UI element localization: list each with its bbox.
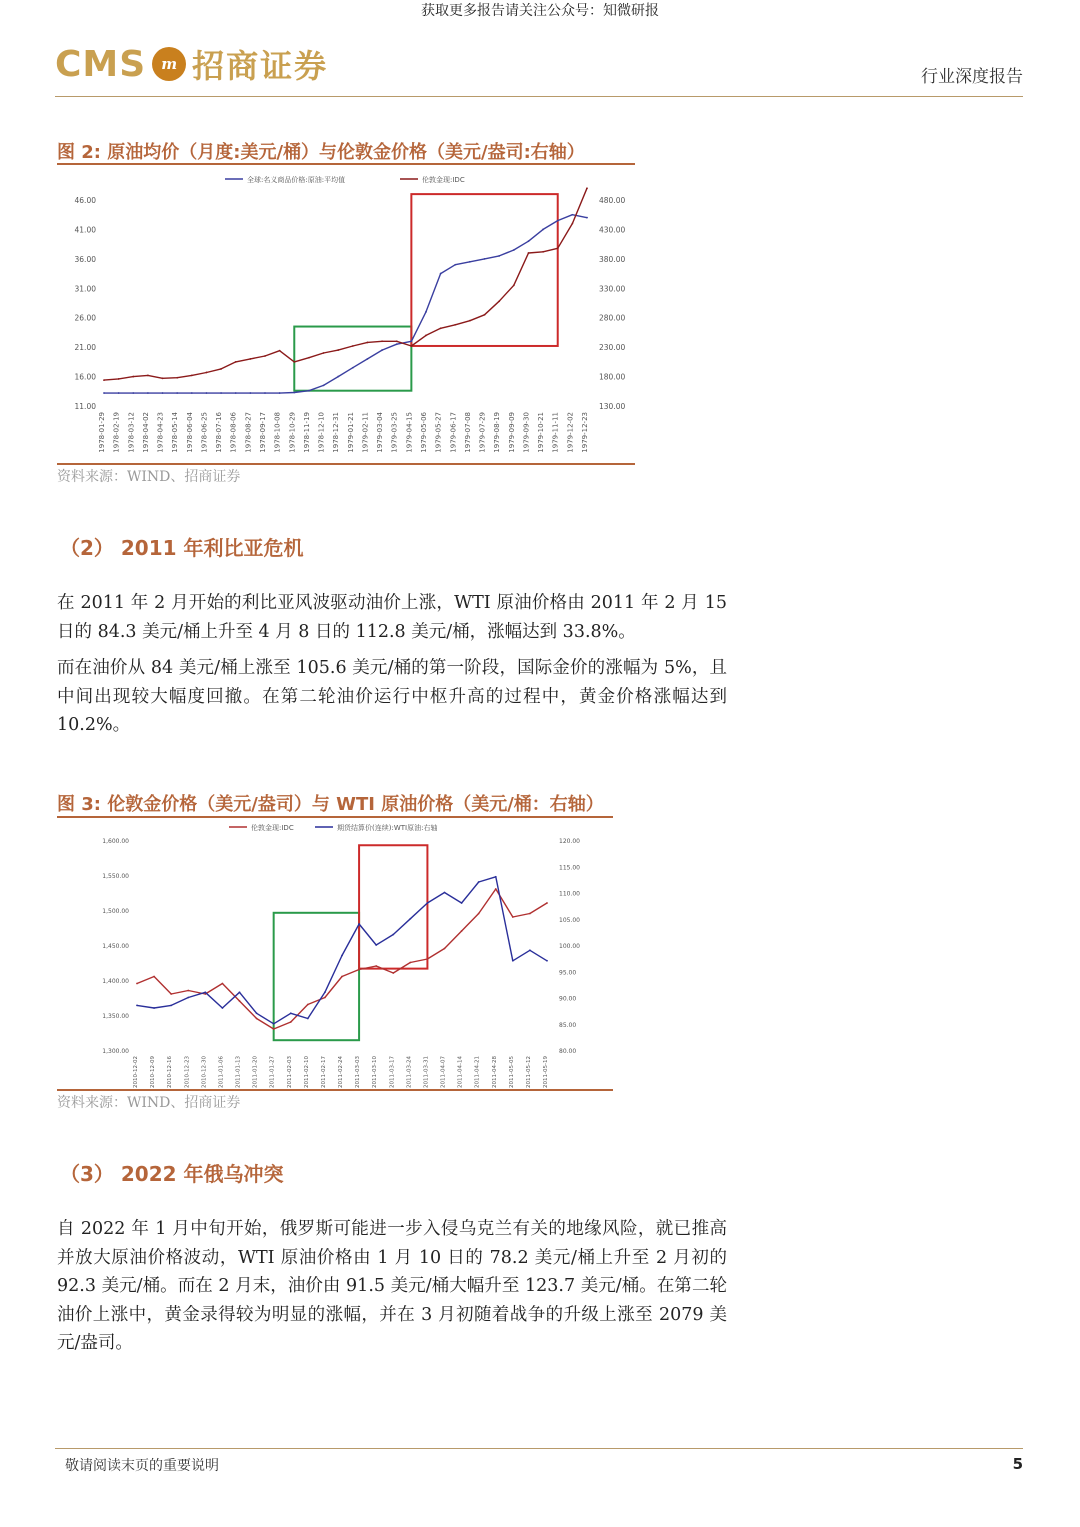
cms-logo: [55, 40, 328, 88]
x-tick-label: 2011-03-03: [355, 1056, 362, 1088]
data-point: [220, 392, 222, 394]
y-right-tick-label: 100.00: [559, 943, 580, 950]
data-point: [147, 374, 149, 376]
x-tick-label: 1979-10-21: [537, 412, 546, 453]
y-right-tick-label: 430.00: [599, 225, 626, 235]
data-point: [586, 217, 588, 219]
y-left-tick-label: 1,350.00: [102, 1013, 129, 1020]
y-left-tick-label: 1,300.00: [102, 1048, 129, 1055]
data-point: [204, 991, 206, 993]
data-point: [132, 392, 134, 394]
section-heading-libya: （2） 2011 年利比亚危机: [60, 536, 304, 560]
figure-3-title: 图 3: 伦敦金价格（美元/盎司）与 WTI 原油价格（美元/桶：右轴）: [57, 794, 604, 815]
data-point: [249, 358, 251, 360]
data-point: [542, 251, 544, 253]
data-point: [440, 327, 442, 329]
data-point: [103, 392, 105, 394]
data-point: [290, 1021, 292, 1023]
data-point: [546, 960, 548, 962]
x-tick-label: 1978-03-12: [127, 412, 136, 453]
top-banner: 获取更多报告请关注公众号：知微研报: [421, 3, 659, 19]
y-right-tick-label: 230.00: [599, 343, 626, 353]
data-point: [444, 892, 446, 894]
x-tick-label: 1979-01-21: [346, 412, 355, 453]
data-point: [222, 983, 224, 985]
x-tick-label: 2010-12-16: [167, 1056, 174, 1088]
x-tick-label: 2011-02-17: [320, 1056, 327, 1088]
x-tick-label: 2011-01-27: [269, 1056, 276, 1088]
x-tick-label: 1979-09-09: [507, 412, 516, 453]
x-tick-label: 1978-05-14: [171, 412, 180, 453]
data-point: [542, 229, 544, 231]
data-point: [484, 314, 486, 316]
x-tick-label: 1979-07-08: [463, 412, 472, 453]
x-tick-label: 1979-07-29: [478, 412, 487, 453]
x-tick-label: 1979-12-23: [581, 412, 589, 453]
data-point: [557, 247, 559, 249]
data-point: [103, 379, 105, 381]
x-tick-label: 1978-02-19: [112, 412, 121, 453]
section-body-russia-ukraine: [57, 1215, 727, 1366]
paragraph: 而在油价从 84 美元/桶上涨至 105.6 美元/桶的第一阶段，国际金价的涨幅为 5%，且中间出现较大幅度回撤。在第二轮油价运行中枢升高的过程中，黄金价格涨幅达到 10.2%。: [57, 658, 727, 735]
y-left-tick-label: 21.00: [74, 343, 96, 353]
data-point: [206, 372, 208, 374]
x-tick-label: 2011-01-13: [235, 1056, 242, 1088]
data-point: [235, 392, 237, 394]
x-tick-label: 1978-08-06: [229, 412, 238, 453]
y-right-tick-label: 380.00: [599, 254, 626, 264]
logo-text-cn: 招商证券: [192, 47, 329, 85]
data-point: [381, 349, 383, 351]
section-body-libya: [57, 589, 727, 748]
x-tick-label: 1978-01-29: [98, 412, 106, 453]
data-point: [118, 392, 120, 394]
data-point: [153, 1007, 155, 1009]
x-tick-label: 2011-04-21: [474, 1056, 481, 1088]
x-tick-label: 1979-05-06: [420, 412, 428, 453]
y-left-tick-label: 26.00: [74, 313, 96, 323]
data-point: [529, 913, 531, 915]
highlight-box-0: [294, 327, 411, 391]
y-left-tick-label: 36.00: [74, 254, 96, 264]
data-point: [191, 374, 193, 376]
data-point: [222, 1007, 224, 1009]
x-tick-label: 2011-03-31: [423, 1056, 430, 1088]
data-point: [513, 249, 515, 251]
x-tick-label: 2010-12-02: [133, 1056, 139, 1088]
figure-2-source: 资料来源：WIND、招商证券: [57, 469, 241, 485]
x-tick-label: 1978-09-17: [259, 412, 267, 453]
y-left-tick-label: 1,500.00: [102, 908, 129, 915]
data-point: [162, 377, 164, 379]
data-point: [162, 392, 164, 394]
y-right-tick-label: 480.00: [599, 196, 626, 205]
header-divider: [55, 96, 1023, 97]
data-point: [132, 376, 134, 378]
y-left-tick-label: 16.00: [74, 372, 96, 382]
data-point: [409, 918, 411, 920]
data-point: [273, 1023, 275, 1025]
legend-label-1: 期货结算价(连续):WTI原油:右轴: [337, 824, 438, 832]
x-tick-label: 1978-10-08: [273, 412, 282, 453]
y-left-tick-label: 1,400.00: [102, 978, 129, 985]
x-tick-label: 2011-02-10: [303, 1056, 310, 1088]
x-tick-label: 2011-01-06: [218, 1056, 225, 1088]
data-point: [118, 378, 120, 380]
y-left-tick-label: 31.00: [74, 284, 96, 294]
data-point: [461, 902, 463, 904]
series-line-1: [137, 877, 547, 1024]
y-left-tick-label: 1,550.00: [102, 873, 129, 880]
y-left-tick-label: 1,450.00: [102, 943, 129, 950]
data-point: [529, 949, 531, 951]
x-tick-label: 1978-06-25: [200, 412, 209, 453]
data-point: [308, 357, 310, 359]
data-point: [337, 349, 339, 351]
data-point: [571, 214, 573, 216]
data-point: [176, 377, 178, 379]
logo-text-en: CMS: [55, 43, 147, 85]
y-left-tick-label: 46.00: [74, 196, 96, 205]
data-point: [341, 955, 343, 957]
data-point: [586, 187, 588, 189]
data-point: [409, 962, 411, 964]
x-tick-label: 1979-03-25: [390, 412, 399, 453]
data-point: [323, 352, 325, 354]
y-right-tick-label: 120.00: [559, 838, 580, 845]
data-point: [478, 913, 480, 915]
data-point: [235, 361, 237, 363]
x-tick-label: 2011-02-03: [286, 1056, 293, 1088]
data-point: [170, 993, 172, 995]
x-tick-label: 2011-03-17: [389, 1056, 396, 1088]
data-point: [187, 990, 189, 992]
data-point: [375, 944, 377, 946]
data-point: [220, 368, 222, 370]
data-point: [367, 358, 369, 360]
x-tick-label: 1979-09-30: [522, 412, 531, 453]
legend-label-1: 伦敦金现:IDC: [422, 176, 465, 184]
data-point: [478, 881, 480, 883]
data-point: [176, 392, 178, 394]
x-tick-label: 1979-04-15: [405, 412, 414, 453]
legend-label-0: 伦敦金现:IDC: [251, 824, 294, 832]
data-point: [170, 1004, 172, 1006]
data-point: [293, 392, 295, 394]
y-right-tick-label: 130.00: [599, 402, 626, 411]
x-tick-label: 1978-04-02: [141, 412, 150, 453]
x-tick-label: 1978-11-19: [302, 412, 311, 453]
x-tick-label: 1979-12-02: [566, 412, 575, 453]
x-tick-label: 2010-12-23: [184, 1056, 191, 1088]
y-left-tick-label: 11.00: [74, 402, 96, 411]
y-right-tick-label: 80.00: [559, 1048, 577, 1055]
data-point: [249, 392, 251, 394]
data-point: [307, 1004, 309, 1006]
data-point: [206, 392, 208, 394]
data-point: [239, 991, 241, 993]
x-tick-label: 1979-02-11: [361, 412, 370, 453]
x-tick-label: 1978-10-29: [288, 412, 297, 453]
figure-2-top-rule: [57, 163, 635, 165]
highlight-box-1: [411, 194, 557, 346]
y-right-tick-label: 95.00: [559, 969, 577, 977]
data-point: [381, 340, 383, 342]
data-point: [427, 958, 429, 960]
x-tick-label: 2011-04-28: [491, 1056, 498, 1088]
data-point: [187, 997, 189, 999]
y-right-tick-label: 280.00: [599, 313, 626, 323]
data-point: [454, 264, 456, 266]
data-point: [396, 343, 398, 345]
figure-2-bottom-rule: [57, 463, 635, 465]
data-point: [425, 311, 427, 313]
page-number: 5: [1012, 1455, 1023, 1473]
data-point: [528, 252, 530, 254]
paragraph: 在 2011 年 2 月开始的利比亚风波驱动油价上涨，WTI 原油价格由 2011 年 2 月 15 日的 84.3 美元/桶上升至 4 月 8 日的 112.8 美元/桶，涨幅达到 33.8%。: [57, 593, 727, 642]
data-point: [444, 948, 446, 950]
x-tick-label: 2011-04-14: [457, 1056, 464, 1088]
data-point: [273, 1028, 275, 1030]
data-point: [392, 972, 394, 974]
data-point: [469, 261, 471, 263]
x-tick-label: 1978-07-16: [215, 412, 224, 453]
data-point: [495, 876, 497, 878]
data-point: [307, 1018, 309, 1020]
data-point: [290, 1012, 292, 1014]
x-tick-label: 1979-03-04: [376, 412, 385, 453]
data-point: [352, 367, 354, 369]
data-point: [324, 991, 326, 993]
data-point: [337, 376, 339, 378]
data-point: [341, 976, 343, 978]
data-point: [153, 976, 155, 978]
legend-label-0: 全球:名义商品价格:原油:平均值: [247, 176, 346, 184]
x-tick-label: 1978-08-27: [244, 412, 253, 453]
figure-3-bottom-rule: [57, 1089, 613, 1091]
data-point: [256, 1018, 258, 1020]
y-left-tick-label: 1,600.00: [102, 838, 129, 845]
data-point: [427, 902, 429, 904]
data-point: [375, 965, 377, 967]
x-tick-label: 1979-11-11: [551, 412, 560, 453]
x-tick-label: 2010-12-09: [150, 1056, 157, 1088]
data-point: [498, 300, 500, 302]
y-right-tick-label: 90.00: [559, 995, 577, 1003]
data-point: [410, 345, 412, 347]
y-right-tick-label: 110.00: [559, 890, 580, 898]
logo-emblem-icon: m: [152, 47, 186, 81]
data-point: [147, 392, 149, 394]
data-point: [557, 220, 559, 222]
x-tick-label: 2010-12-30: [201, 1056, 208, 1088]
report-type: 行业深度报告: [921, 67, 1023, 87]
y-left-tick-label: 41.00: [74, 225, 96, 235]
series-line-0: [104, 215, 587, 393]
y-right-tick-label: 115.00: [559, 864, 580, 872]
x-tick-label: 1978-06-04: [185, 412, 194, 453]
series-line-0: [137, 889, 547, 1029]
x-tick-label: 1978-04-23: [156, 412, 165, 453]
paragraph: 自 2022 年 1 月中旬开始，俄罗斯可能进一步入侵乌克兰有关的地缘风险，就已推高并放大原油价格波动，WTI 原油价格由 1 月 10 日的 78.2 美元/桶上升至 2 月初的 92.3 美元/桶。而在 2 月末，油价由 91.5 美元/桶大幅升至 123.7 美元/桶。在第二轮油价上涨中，黄金录得较为明显的涨幅，并在 3 月初随着战争的升级上涨至 2079 美元/盎司。: [57, 1219, 727, 1353]
data-point: [495, 888, 497, 890]
data-point: [392, 934, 394, 936]
y-right-tick-label: 105.00: [559, 916, 580, 924]
data-point: [239, 1000, 241, 1002]
data-point: [425, 334, 427, 336]
data-point: [546, 902, 548, 904]
data-point: [454, 324, 456, 326]
data-point: [513, 284, 515, 286]
y-right-tick-label: 330.00: [599, 284, 626, 294]
data-point: [264, 392, 266, 394]
data-point: [528, 240, 530, 242]
y-right-tick-label: 180.00: [599, 372, 626, 382]
x-tick-label: 2011-05-19: [543, 1056, 549, 1088]
data-point: [323, 385, 325, 387]
data-point: [498, 255, 500, 257]
data-point: [293, 361, 295, 363]
x-tick-label: 2011-05-05: [508, 1056, 515, 1088]
x-tick-label: 2011-01-20: [252, 1056, 259, 1088]
data-point: [367, 342, 369, 344]
data-point: [191, 392, 193, 394]
x-tick-label: 2011-03-24: [406, 1056, 413, 1088]
data-point: [279, 350, 281, 352]
data-point: [136, 1004, 138, 1006]
data-point: [352, 345, 354, 347]
section-heading-russia-ukraine: （3） 2022 年俄乌冲突: [60, 1162, 284, 1186]
highlight-box-1: [359, 845, 427, 968]
figure-2-chart: [57, 166, 635, 462]
figure-2-title: 图 2: 原油均价（月度:美元/桶）与伦敦金价格（美元/盎司:右轴）: [57, 142, 585, 163]
x-tick-label: 1978-12-31: [332, 412, 341, 453]
footer-divider: [55, 1448, 1023, 1449]
data-point: [308, 390, 310, 392]
series-line-1: [104, 188, 587, 380]
data-point: [461, 930, 463, 932]
x-tick-label: 1978-12-10: [317, 412, 326, 453]
data-point: [571, 223, 573, 225]
data-point: [410, 340, 412, 342]
data-point: [512, 916, 514, 918]
data-point: [512, 960, 514, 962]
x-tick-label: 2011-04-07: [440, 1056, 447, 1088]
data-point: [136, 983, 138, 985]
y-right-tick-label: 85.00: [559, 1021, 577, 1029]
data-point: [264, 355, 266, 357]
highlight-box-0: [274, 913, 359, 1040]
x-tick-label: 2011-05-12: [525, 1056, 532, 1088]
x-tick-label: 1979-05-27: [434, 412, 443, 453]
x-tick-label: 1979-08-19: [493, 412, 502, 453]
data-point: [358, 969, 360, 971]
data-point: [396, 340, 398, 342]
data-point: [324, 997, 326, 999]
x-tick-label: 2011-02-24: [338, 1056, 344, 1088]
x-tick-label: 2011-03-10: [372, 1056, 379, 1088]
data-point: [358, 923, 360, 925]
data-point: [279, 392, 281, 394]
x-tick-label: 1979-06-17: [449, 412, 458, 453]
figure-3-chart: [57, 818, 613, 1088]
data-point: [484, 258, 486, 260]
data-point: [256, 1012, 258, 1014]
figure-3-source: 资料来源：WIND、招商证券: [57, 1095, 241, 1111]
footer-disclaimer: 敬请阅读末页的重要说明: [65, 1458, 219, 1474]
data-point: [469, 320, 471, 322]
data-point: [440, 273, 442, 275]
